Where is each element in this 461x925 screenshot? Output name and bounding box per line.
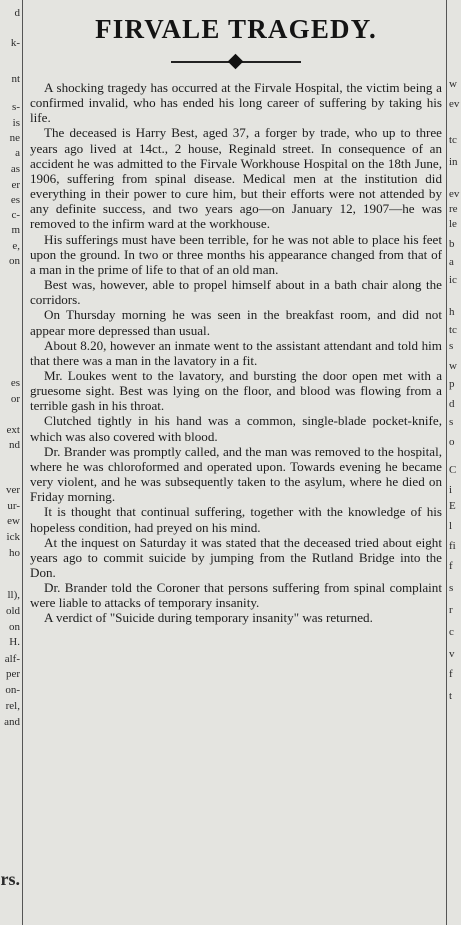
right-fragment: C (449, 464, 457, 476)
right-fragment: l (449, 520, 453, 532)
left-fragment: on (9, 621, 20, 633)
left-fragment: ick (6, 531, 20, 543)
left-fragment: rel, (5, 700, 20, 712)
left-column-fragments (0, 0, 20, 925)
left-fragment: ext (6, 424, 20, 436)
right-fragment: o (449, 436, 455, 448)
left-fragment: rs. (0, 869, 20, 889)
right-fragment: fi (449, 540, 456, 552)
left-fragment: ver (5, 484, 20, 496)
left-fragment: on- (5, 684, 20, 696)
left-fragment: m (11, 224, 20, 236)
right-fragment: v (449, 648, 455, 660)
right-fragment: in (449, 156, 458, 168)
article (30, 0, 442, 626)
left-fragment: alf- (4, 653, 20, 665)
right-fragment: f (449, 668, 453, 680)
left-fragment: d (14, 7, 20, 19)
paragraph: Dr. Brander told the Coroner that persons suffering from spinal complaint were liable to attacks of temporary insanity. (30, 580, 442, 611)
right-fragment: s (449, 416, 454, 428)
paragraph: On Thursday morning he was seen in the breakfast room, and did not appear more depressed than usual. (30, 307, 442, 338)
right-fragment: w (449, 360, 457, 372)
right-fragment: re (449, 203, 458, 215)
paragraph: About 8.20, however an inmate went to the assistant attendant and told him that there was a man in the lavatory in a fit. (30, 337, 442, 368)
paragraph: Clutched tightly in his hand was a common, single-blade pocket-knife, which was also covered with blood. (30, 413, 442, 444)
right-fragment: le (449, 218, 457, 230)
right-fragment: a (449, 256, 454, 268)
left-fragment: ll), (7, 589, 20, 601)
left-fragment: ew (7, 515, 20, 527)
headline: FIRVALE TRAGEDY. (95, 14, 377, 44)
right-fragment: p (449, 378, 455, 390)
left-fragment: a (15, 147, 20, 159)
left-fragment: or (10, 393, 20, 405)
ornament-diamond (228, 54, 244, 70)
left-fragment: k- (10, 37, 20, 49)
paragraph: At the inquest on Saturday it was stated that the deceased tried about eight years ago to commit suicide by jumping from the Rutland Bridge into the Don. (30, 534, 442, 580)
article-body (30, 80, 442, 626)
right-column-fragments (448, 0, 461, 925)
left-fragment: on (9, 255, 20, 267)
right-fragment: s (449, 582, 454, 594)
left-fragment: nt (11, 73, 20, 85)
paragraph: It is thought that continual suffering, together with the knowledge of his hopeless condition, had preyed on his mind. (30, 504, 442, 535)
column-rule-left (22, 0, 23, 925)
headline-ornament (171, 52, 301, 72)
right-fragment: tc (449, 324, 457, 336)
right-fragment: i (449, 484, 453, 496)
left-fragment: old (5, 605, 20, 617)
right-fragment: w (449, 78, 457, 90)
right-fragment: ic (449, 274, 457, 286)
right-fragment: s (449, 340, 454, 352)
left-fragment: s- (12, 101, 20, 113)
left-fragment: ne (9, 132, 20, 144)
paragraph: Dr. Brander was promptly called, and the man was removed to the hospital, where he was chloroformed and operated upon. Towards evening he became very violent, and he was subsequently taken to the asylum, where he died on Friday morning. (30, 443, 442, 505)
left-fragment: e, (12, 240, 20, 252)
left-fragment: c- (11, 209, 20, 221)
left-fragment: as (10, 163, 20, 175)
column-rule-right (446, 0, 447, 925)
right-fragment: d (449, 398, 455, 410)
left-fragment: and (4, 716, 20, 728)
right-fragment: b (449, 238, 455, 250)
left-fragment: er (11, 179, 20, 191)
left-fragment: es (10, 194, 20, 206)
paragraph: The deceased is Harry Best, aged 37, a forger by trade, who up to three years ago lived at 14ct., 2 house, Reginald street. In consequence of an accident he was admitted to the Firvale Workhouse Hospital on the 18th June, 1906, suffering from spinal disease. Medical men at the institution did everything in their power to cure him, but their efforts were not attended by any definite success, and two years ago—on January 12, 1907—he was removed to the infirm ward at the workhouse. (30, 125, 442, 232)
paragraph: A shocking tragedy has occurred at the Firvale Hospital, the victim being a confirmed invalid, who has ended his long career of suffering by taking his life. (30, 80, 442, 126)
left-fragment: per (5, 668, 20, 680)
right-fragment: ev (449, 188, 460, 200)
left-fragment: is (12, 117, 20, 129)
right-fragment: r (449, 604, 453, 616)
right-fragment: t (449, 690, 453, 702)
paragraph: Mr. Loukes went to the lavatory, and bursting the door open met with a gruesome sight. Best was lying on the floor, and blood was flowing from a terrible gash in his throat. (30, 367, 442, 414)
right-fragment: tc (449, 134, 457, 146)
right-fragment: ev (449, 98, 460, 110)
right-fragment: f (449, 560, 453, 572)
right-fragment: c (449, 626, 454, 638)
left-fragment: nd (9, 439, 20, 451)
left-fragment: H. (9, 636, 20, 648)
paragraph: A verdict of "Suicide during temporary insanity" was returned. (44, 610, 373, 626)
left-fragment: ur- (7, 500, 20, 512)
right-fragment: h (449, 306, 455, 318)
paragraph: His sufferings must have been terrible, for he was not able to place his feet upon the ground. In two or three months his appearance changed from that of a man in the prime of life to that of an old man. (30, 231, 442, 277)
paragraph: Best was, however, able to propel himself about in a bath chair along the corridors. (30, 277, 442, 308)
left-fragment: es (10, 377, 20, 389)
right-fragment: E (449, 500, 456, 512)
left-fragment: ho (9, 547, 20, 559)
